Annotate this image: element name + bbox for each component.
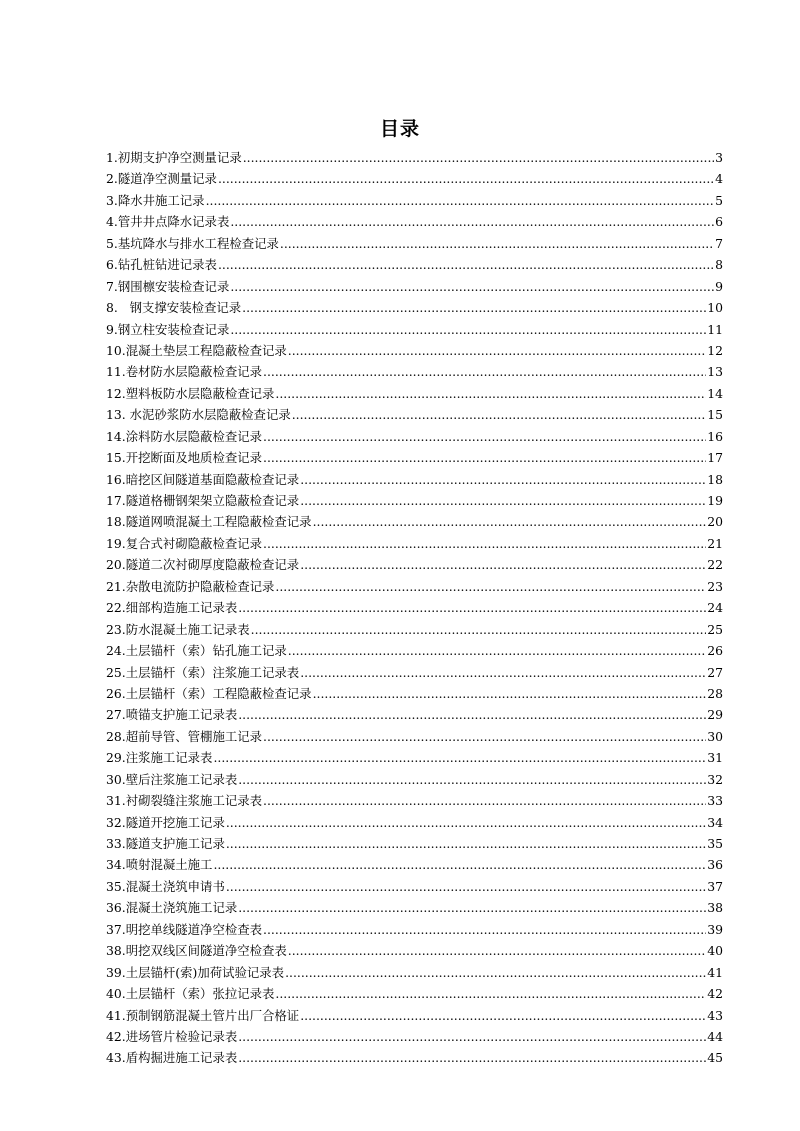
toc-entry[interactable] (106, 190, 723, 211)
toc-entry-label: 20.隧道二次衬砌厚度隐蔽检查记录 (106, 557, 300, 573)
toc-entry-page-number: 19 (707, 493, 723, 508)
toc-entry-label: 8. 钢支撑安装检查记录 (106, 300, 242, 316)
toc-dot-leader (230, 276, 714, 297)
toc-entry[interactable] (106, 469, 723, 490)
toc-entry-page-number: 25 (707, 621, 723, 637)
toc-dot-leader (213, 854, 706, 875)
toc-entry-page-number: 44 (707, 1028, 723, 1044)
toc-entry[interactable] (106, 662, 723, 683)
toc-entry-label: 40.土层锚杆（索）张拉记录表 (106, 986, 275, 1002)
toc-entry-page-number: 45 (707, 1050, 723, 1066)
toc-entry-page-number: 16 (707, 428, 723, 444)
toc-entry[interactable] (106, 962, 723, 983)
toc-dot-leader (263, 361, 706, 382)
toc-entry[interactable] (106, 576, 723, 597)
toc-entry[interactable] (106, 426, 723, 447)
toc-entry[interactable] (106, 897, 723, 918)
toc-entry-label: 14.涂料防水层隐蔽检查记录 (106, 428, 263, 444)
toc-entry-label: 23.防水混凝土施工记录表 (106, 621, 250, 637)
toc-dot-leader (275, 576, 706, 597)
toc-entry-label: 43.盾构掘进施工记录表 (106, 1050, 238, 1066)
toc-entry-page-number: 11 (707, 321, 723, 337)
toc-dot-leader (275, 383, 706, 404)
toc-entry[interactable] (106, 340, 723, 361)
toc-dot-leader (300, 469, 706, 490)
toc-entry[interactable] (106, 747, 723, 768)
toc-dot-leader (243, 147, 714, 168)
toc-entry[interactable] (106, 1047, 723, 1068)
toc-entry-label: 42.进场管片检验记录表 (106, 1028, 238, 1044)
toc-dot-leader (300, 490, 706, 511)
toc-entry-label: 5.基坑降水与排水工程检查记录 (106, 235, 279, 251)
toc-entry-page-number: 9 (715, 278, 723, 294)
toc-entry-label: 31.衬砌裂缝注浆施工记录表 (106, 793, 263, 809)
toc-entry[interactable] (106, 447, 723, 468)
toc-entry-page-number: 31 (707, 750, 723, 766)
toc-dot-leader (238, 897, 706, 918)
toc-dot-leader (230, 319, 706, 340)
toc-entry-label: 32.隧道开挖施工记录 (106, 814, 225, 830)
toc-dot-leader (313, 511, 707, 532)
toc-dot-leader (263, 447, 706, 468)
toc-entry-page-number: 41 (707, 964, 723, 980)
toc-entry[interactable] (106, 361, 723, 382)
toc-entry-page-number: 6 (715, 214, 723, 230)
toc-entry-label: 39.土层锚杆(索)加荷试验记录表 (106, 964, 285, 980)
toc-entry-page-number: 29 (707, 707, 723, 723)
toc-dot-leader (230, 211, 714, 232)
toc-entry[interactable] (106, 276, 723, 297)
toc-entry[interactable] (106, 940, 723, 961)
toc-entry-label: 36.混凝土浇筑施工记录 (106, 900, 238, 916)
toc-entry-label: 18.隧道网喷混凝土工程隐蔽检查记录 (106, 514, 312, 530)
toc-entry-label: 38.明挖双线区间隧道净空检查表 (106, 943, 287, 959)
toc-entry-page-number: 40 (707, 943, 723, 959)
toc-entry[interactable] (106, 769, 723, 790)
toc-entry[interactable] (106, 168, 723, 189)
toc-entry-label: 9.钢立柱安装检查记录 (106, 321, 230, 337)
toc-entry-label: 15.开挖断面及地质检查记录 (106, 450, 263, 466)
toc-entry[interactable] (106, 683, 723, 704)
toc-entry-label: 2.隧道净空测量记录 (106, 171, 217, 187)
toc-entry-page-number: 28 (707, 685, 723, 701)
toc-entry[interactable] (106, 704, 723, 725)
toc-entry[interactable] (106, 876, 723, 897)
toc-entry[interactable] (106, 404, 723, 425)
toc-entry-label: 25.土层锚杆（索）注浆施工记录表 (106, 664, 300, 680)
toc-entry[interactable] (106, 254, 723, 275)
toc-entry-page-number: 34 (707, 814, 723, 830)
toc-dot-leader (275, 983, 706, 1004)
toc-entry-page-number: 35 (707, 836, 723, 851)
toc-entry-page-number: 23 (707, 578, 723, 594)
toc-dot-leader (226, 876, 706, 897)
toc-dot-leader (263, 790, 706, 811)
toc-entry[interactable] (106, 297, 723, 318)
toc-entry-label: 16.暗挖区间隧道基面隐蔽检查记录 (106, 471, 300, 487)
toc-entry-label: 13. 水泥砂浆防水层隐蔽检查记录 (106, 407, 291, 423)
toc-entry-label: 24.土层锚杆（索）钻孔施工记录 (106, 643, 287, 659)
toc-dot-leader (263, 726, 706, 747)
page-title: 目录 (379, 118, 420, 140)
toc-dot-leader (313, 683, 707, 704)
toc-entry[interactable] (106, 147, 723, 168)
toc-dot-leader (226, 812, 706, 833)
toc-entry-label: 4.管井井点降水记录表 (106, 214, 230, 230)
toc-entry[interactable] (106, 790, 723, 811)
toc-entry[interactable] (106, 319, 723, 340)
toc-entry[interactable] (106, 833, 723, 854)
toc-entry-label: 1.初期支护净空测量记录 (106, 150, 242, 165)
toc-entry-label: 11.卷材防水层隐蔽检查记录 (106, 364, 263, 380)
toc-entry-page-number: 39 (707, 921, 723, 937)
toc-dot-leader (238, 704, 706, 725)
toc-dot-leader (285, 962, 706, 983)
toc-entry[interactable] (106, 511, 723, 532)
toc-dot-leader (300, 662, 706, 683)
toc-entry-page-number: 5 (715, 192, 723, 208)
toc-dot-leader (280, 233, 714, 254)
toc-dot-leader (238, 1026, 706, 1047)
toc-entry-label: 3.降水井施工记录 (106, 192, 205, 208)
toc-dot-leader (300, 554, 706, 575)
toc-entry-page-number: 4 (715, 171, 723, 187)
toc-entry-page-number: 3 (715, 150, 723, 165)
toc-entry-page-number: 30 (707, 728, 723, 744)
toc-entry-label: 26.土层锚杆（索）工程隐蔽检查记录 (106, 685, 312, 701)
toc-dot-leader (238, 1047, 706, 1068)
toc-entry[interactable] (106, 1005, 723, 1026)
toc-entry-page-number: 38 (707, 900, 723, 916)
toc-entry-page-number: 32 (707, 771, 723, 787)
toc-entry-label: 30.壁后注浆施工记录表 (106, 771, 238, 787)
toc-entry-page-number: 42 (707, 986, 723, 1002)
toc-entry-page-number: 43 (707, 1007, 723, 1023)
toc-entry-page-number: 14 (707, 385, 723, 401)
toc-entry-page-number: 8 (715, 257, 723, 273)
toc-entry-page-number: 37 (707, 878, 723, 894)
toc-entry-page-number: 18 (707, 471, 723, 487)
toc-entry[interactable] (106, 490, 723, 511)
toc-entry-label: 6.钻孔桩钻进记录表 (106, 257, 217, 273)
toc-entry-label: 28.超前导管、管棚施工记录 (106, 728, 263, 744)
toc-entry-page-number: 24 (707, 600, 723, 616)
toc-entry-label: 33.隧道支护施工记录 (106, 836, 225, 851)
toc-entry-label: 10.混凝土垫层工程隐蔽检查记录 (106, 342, 287, 358)
toc-entry[interactable] (106, 619, 723, 640)
toc-entry[interactable] (106, 211, 723, 232)
toc-dot-leader (263, 919, 706, 940)
toc-entry[interactable] (106, 554, 723, 575)
toc-entry[interactable] (106, 726, 723, 747)
toc-dot-leader (288, 940, 706, 961)
toc-entry-page-number: 10 (707, 300, 723, 316)
toc-entry-page-number: 22 (707, 557, 723, 573)
toc-entry-label: 27.喷锚支护施工记录表 (106, 707, 238, 723)
toc-entry-page-number: 15 (707, 407, 723, 423)
toc-entry-page-number: 7 (715, 235, 723, 251)
toc-dot-leader (263, 533, 706, 554)
toc-entry-page-number: 20 (707, 514, 723, 530)
toc-entry[interactable] (106, 640, 723, 661)
toc-entry-page-number: 33 (707, 793, 723, 809)
toc-entry-label: 19.复合式衬砌隐蔽检查记录 (106, 535, 263, 551)
toc-entry-page-number: 21 (707, 535, 723, 551)
toc-entry[interactable] (106, 533, 723, 554)
toc-entry-page-number: 17 (707, 450, 723, 466)
toc-entry-label: 35.混凝土浇筑申请书 (106, 878, 225, 894)
table-of-contents (106, 147, 723, 1069)
toc-entry[interactable] (106, 854, 723, 875)
toc-entry-label: 12.塑料板防水层隐蔽检查记录 (106, 385, 275, 401)
toc-entry[interactable] (106, 919, 723, 940)
toc-entry-page-number: 26 (707, 643, 723, 659)
toc-dot-leader (251, 619, 707, 640)
toc-entry-label: 7.钢围檩安装检查记录 (106, 278, 230, 294)
toc-dot-leader (218, 254, 714, 275)
toc-entry-page-number: 13 (707, 364, 723, 380)
toc-entry-label: 29.注浆施工记录表 (106, 750, 213, 766)
toc-entry-page-number: 12 (707, 342, 723, 358)
toc-dot-leader (300, 1005, 706, 1026)
toc-entry-label: 22.细部构造施工记录表 (106, 600, 238, 616)
toc-entry-label: 17.隧道格栅钢架架立隐蔽检查记录 (106, 493, 300, 508)
toc-dot-leader (226, 833, 706, 854)
toc-entry[interactable] (106, 597, 723, 618)
toc-entry[interactable] (106, 1026, 723, 1047)
toc-entry-page-number: 36 (707, 857, 723, 873)
toc-dot-leader (218, 168, 714, 189)
toc-entry[interactable] (106, 233, 723, 254)
toc-entry[interactable] (106, 812, 723, 833)
toc-dot-leader (263, 426, 706, 447)
toc-entry-label: 41.预制钢筋混凝土管片出厂合格证 (106, 1007, 300, 1023)
toc-dot-leader (238, 597, 706, 618)
toc-dot-leader (288, 640, 706, 661)
toc-dot-leader (206, 190, 715, 211)
toc-dot-leader (288, 340, 706, 361)
toc-entry-page-number: 27 (707, 664, 723, 680)
toc-dot-leader (238, 769, 706, 790)
toc-dot-leader (292, 404, 706, 425)
toc-entry-label: 37.明挖单线隧道净空检查表 (106, 921, 263, 937)
toc-dot-leader (213, 747, 706, 768)
toc-entry[interactable] (106, 383, 723, 404)
toc-entry-label: 21.杂散电流防护隐蔽检查记录 (106, 578, 275, 594)
toc-entry-label: 34.喷射混凝土施工 (106, 857, 213, 873)
toc-dot-leader (242, 297, 706, 318)
toc-entry[interactable] (106, 983, 723, 1004)
